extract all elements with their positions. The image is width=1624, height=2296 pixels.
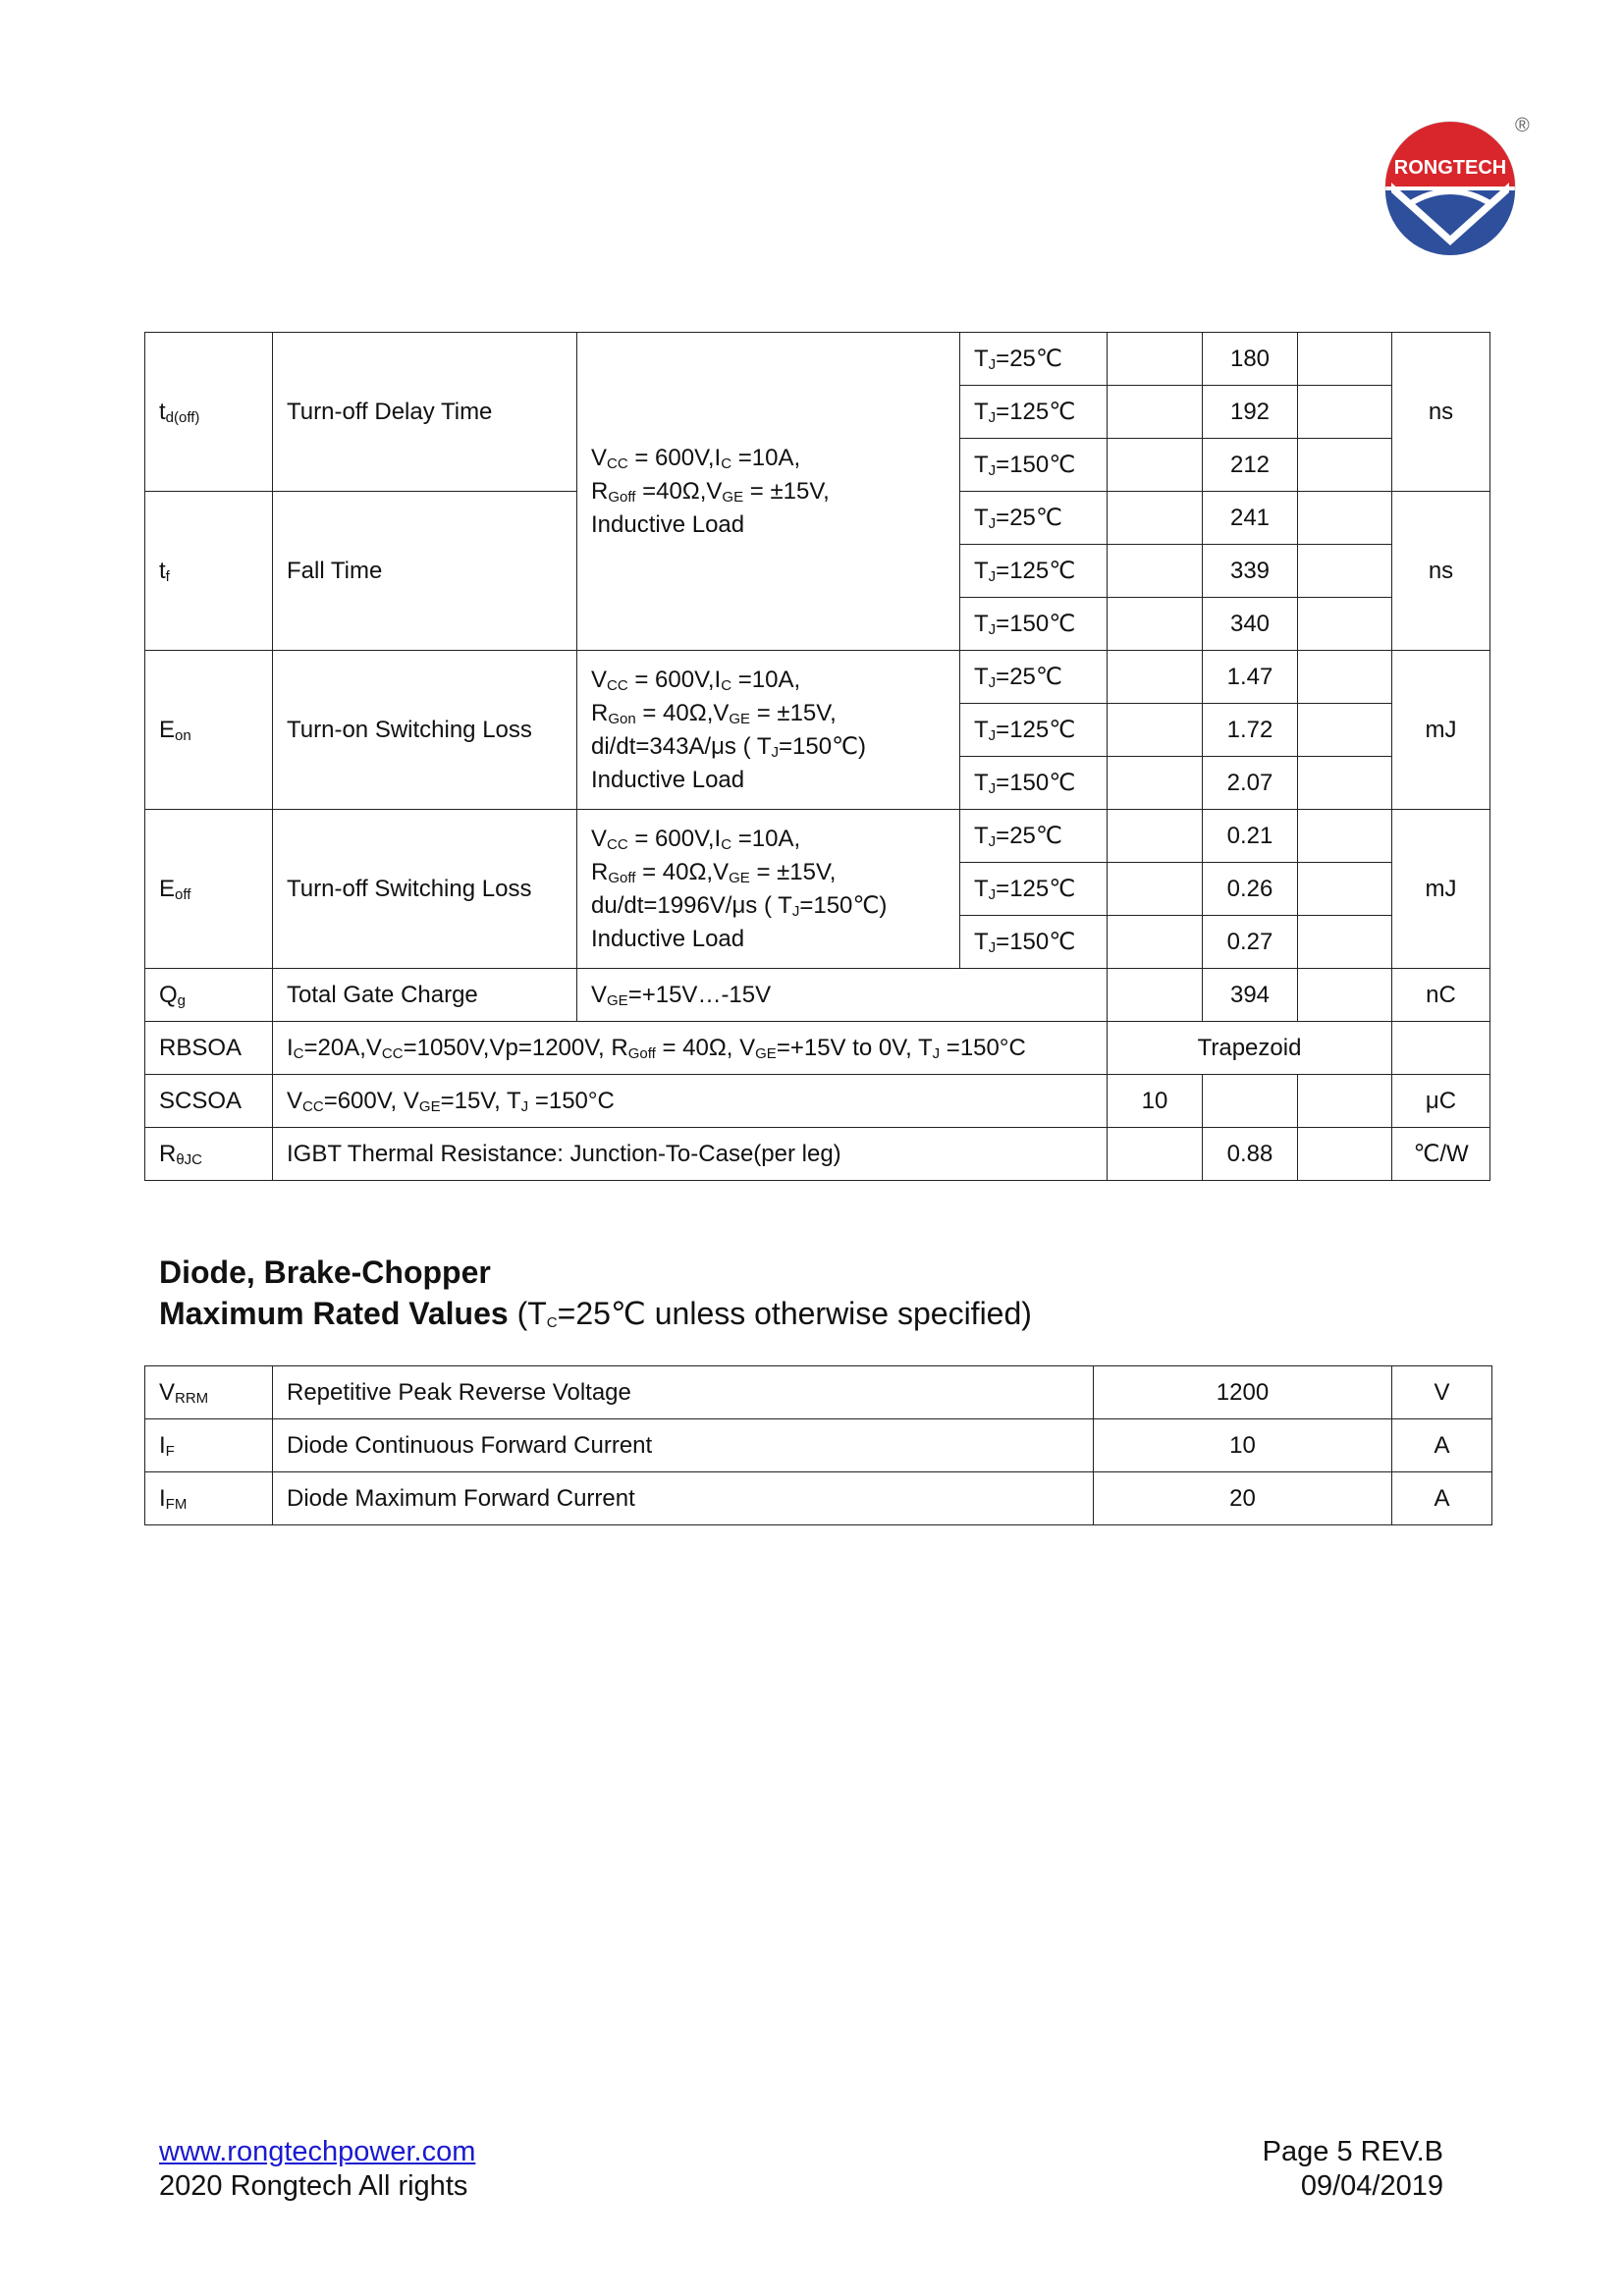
condition-cell: $V_{CC}=600V$, $V_{GE}=15V$, $T_J =150^\circ C$ bbox=[273, 1075, 1108, 1128]
table-row bbox=[145, 1128, 1490, 1181]
max-cell bbox=[1298, 545, 1392, 598]
temperature-cell: $T_J=150℃$ bbox=[960, 439, 1108, 492]
table-row bbox=[145, 1075, 1490, 1128]
temperature-cell: $T_J=150℃$ bbox=[960, 598, 1108, 651]
temperature-cell: $T_J=125℃$ bbox=[960, 704, 1108, 757]
diode-ratings-table bbox=[144, 1365, 1492, 1525]
value-cell: 1200 bbox=[1094, 1366, 1392, 1419]
parameter-cell: Repetitive Peak Reverse Voltage bbox=[273, 1366, 1094, 1419]
typ-cell: 1.72 bbox=[1203, 704, 1298, 757]
min-cell bbox=[1108, 704, 1203, 757]
unit-cell: ns bbox=[1392, 492, 1490, 651]
max-cell bbox=[1298, 704, 1392, 757]
min-cell bbox=[1108, 810, 1203, 863]
typ-cell bbox=[1203, 1075, 1298, 1128]
electrical-characteristics-table bbox=[144, 332, 1490, 1181]
unit-cell: V bbox=[1392, 1366, 1492, 1419]
symbol-cell: $t_f$ bbox=[145, 492, 273, 651]
temperature-cell: $T_J=25℃$ bbox=[960, 492, 1108, 545]
temperature-cell: $T_J=150℃$ bbox=[960, 916, 1108, 969]
table-row bbox=[145, 969, 1490, 1022]
max-cell bbox=[1298, 651, 1392, 704]
parameter-cell: Diode Maximum Forward Current bbox=[273, 1472, 1094, 1525]
symbol-cell: RBSOA bbox=[145, 1022, 273, 1075]
symbol-cell: $E_{on}$ bbox=[145, 651, 273, 810]
symbol-cell: $Q_g$ bbox=[145, 969, 273, 1022]
typ-cell: 2.07 bbox=[1203, 757, 1298, 810]
parameter-cell: Turn-off Switching Loss bbox=[273, 810, 577, 969]
table-row bbox=[145, 651, 1490, 704]
min-cell bbox=[1108, 545, 1203, 598]
min-cell bbox=[1108, 757, 1203, 810]
max-cell bbox=[1298, 386, 1392, 439]
parameter-cell: Total Gate Charge bbox=[273, 969, 577, 1022]
unit-cell: A bbox=[1392, 1472, 1492, 1525]
table-row bbox=[145, 1022, 1490, 1075]
footer-left bbox=[159, 2135, 475, 2204]
typ-cell: 212 bbox=[1203, 439, 1298, 492]
typ-cell: 0.27 bbox=[1203, 916, 1298, 969]
condition-cell: $I_C=20A,V_{CC}=1050V,Vp=1200V$, $R_{Goff} = 40\Omega$, $V_{GE}=+15V$ to 0V, $T_J =150^\circ C$ bbox=[273, 1022, 1108, 1075]
max-cell bbox=[1298, 810, 1392, 863]
temperature-cell: $T_J=25℃$ bbox=[960, 651, 1108, 704]
symbol-cell: $V_{RRM}$ bbox=[145, 1366, 273, 1419]
unit-cell: ℃/W bbox=[1392, 1128, 1490, 1181]
max-cell bbox=[1298, 757, 1392, 810]
unit-cell bbox=[1392, 1022, 1490, 1075]
typ-cell: 339 bbox=[1203, 545, 1298, 598]
value-cell: 20 bbox=[1094, 1472, 1392, 1525]
condition-cell: $V_{CC} = 600V,I_C =10A$, $R_{Goff} = 40\Omega,V_{GE} = \pm 15V$, du/dt=1996V/μs ( $T_J=150℃$) Inductive Load bbox=[577, 810, 960, 969]
max-cell bbox=[1298, 333, 1392, 386]
min-cell bbox=[1108, 439, 1203, 492]
parameter-cell: IGBT Thermal Resistance: Junction-To-Case(per leg) bbox=[273, 1128, 1108, 1181]
section-subtitle: Maximum Rated Values ($T_C=25℃$ unless otherwise specified) bbox=[159, 1296, 1032, 1331]
max-cell bbox=[1298, 916, 1392, 969]
symbol-cell: $E_{off}$ bbox=[145, 810, 273, 969]
value-cell: Trapezoid bbox=[1108, 1022, 1392, 1075]
parameter-cell: Turn-on Switching Loss bbox=[273, 651, 577, 810]
parameter-cell: Turn-off Delay Time bbox=[273, 333, 577, 492]
temperature-cell: $T_J=125℃$ bbox=[960, 386, 1108, 439]
table-row bbox=[145, 333, 1490, 386]
footer-right bbox=[1263, 2135, 1443, 2204]
table-row bbox=[145, 810, 1490, 863]
registered-mark: ® bbox=[1515, 115, 1530, 136]
min-cell bbox=[1108, 651, 1203, 704]
max-cell bbox=[1298, 863, 1392, 916]
section-heading bbox=[159, 1252, 1032, 1344]
typ-cell: 0.26 bbox=[1203, 863, 1298, 916]
company-logo bbox=[1370, 110, 1530, 252]
typ-cell: 192 bbox=[1203, 386, 1298, 439]
symbol-cell: $I_{FM}$ bbox=[145, 1472, 273, 1525]
condition-cell: $V_{CC} = 600V,I_C =10A$, $R_{Gon} = 40\Omega,V_{GE} = \pm 15V$, di/dt=343A/μs ( $T_J=150℃$) Inductive Load bbox=[577, 651, 960, 810]
parameter-cell: Fall Time bbox=[273, 492, 577, 651]
unit-cell: mJ bbox=[1392, 651, 1490, 810]
max-cell bbox=[1298, 492, 1392, 545]
max-cell bbox=[1298, 598, 1392, 651]
unit-cell: A bbox=[1392, 1419, 1492, 1472]
max-cell bbox=[1298, 1075, 1392, 1128]
logo-text: RONGTECH bbox=[1393, 157, 1507, 179]
parameter-cell: Diode Continuous Forward Current bbox=[273, 1419, 1094, 1472]
table-row bbox=[145, 1472, 1492, 1525]
min-cell bbox=[1108, 333, 1203, 386]
condition-cell: $V_{GE}=+15V\dots-15V$ bbox=[577, 969, 1108, 1022]
symbol-cell: $R_{\theta JC}$ bbox=[145, 1128, 273, 1181]
min-cell: 10 bbox=[1108, 1075, 1203, 1128]
min-cell bbox=[1108, 598, 1203, 651]
unit-cell: mJ bbox=[1392, 810, 1490, 969]
max-cell bbox=[1298, 439, 1392, 492]
typ-cell: 0.21 bbox=[1203, 810, 1298, 863]
temperature-cell: $T_J=150℃$ bbox=[960, 757, 1108, 810]
typ-cell: 180 bbox=[1203, 333, 1298, 386]
typ-cell: 340 bbox=[1203, 598, 1298, 651]
table-row bbox=[145, 1366, 1492, 1419]
typ-cell: 241 bbox=[1203, 492, 1298, 545]
section-title: Diode, Brake-Chopper bbox=[159, 1255, 491, 1290]
max-cell bbox=[1298, 1128, 1392, 1181]
value-cell: 10 bbox=[1094, 1419, 1392, 1472]
symbol-cell: $I_F$ bbox=[145, 1419, 273, 1472]
table-row bbox=[145, 1419, 1492, 1472]
symbol-cell: $t_{d(off)}$ bbox=[145, 333, 273, 492]
min-cell bbox=[1108, 969, 1203, 1022]
min-cell bbox=[1108, 386, 1203, 439]
typ-cell: 394 bbox=[1203, 969, 1298, 1022]
min-cell bbox=[1108, 492, 1203, 545]
temperature-cell: $T_J=125℃$ bbox=[960, 863, 1108, 916]
min-cell bbox=[1108, 916, 1203, 969]
max-cell bbox=[1298, 969, 1392, 1022]
copyright-text: 2020 Rongtech All rights bbox=[159, 2170, 468, 2202]
min-cell bbox=[1108, 863, 1203, 916]
page-number: Page 5 REV.B bbox=[1262, 2136, 1443, 2167]
symbol-cell: SCSOA bbox=[145, 1075, 273, 1128]
condition-cell: $V_{CC} = 600V,I_C =10A$, $R_{Goff} =40\Omega,V_{GE} = \pm 15V$, Inductive Load bbox=[577, 333, 960, 651]
unit-cell: nC bbox=[1392, 969, 1490, 1022]
typ-cell: 1.47 bbox=[1203, 651, 1298, 704]
temperature-cell: $T_J=25℃$ bbox=[960, 810, 1108, 863]
website-link[interactable]: www.rongtechpower.com bbox=[159, 2136, 476, 2167]
unit-cell: ns bbox=[1392, 333, 1490, 492]
revision-date: 09/04/2019 bbox=[1300, 2170, 1443, 2202]
min-cell bbox=[1108, 1128, 1203, 1181]
typ-cell: 0.88 bbox=[1203, 1128, 1298, 1181]
temperature-cell: $T_J=25℃$ bbox=[960, 333, 1108, 386]
temperature-cell: $T_J=125℃$ bbox=[960, 545, 1108, 598]
unit-cell: μC bbox=[1392, 1075, 1490, 1128]
